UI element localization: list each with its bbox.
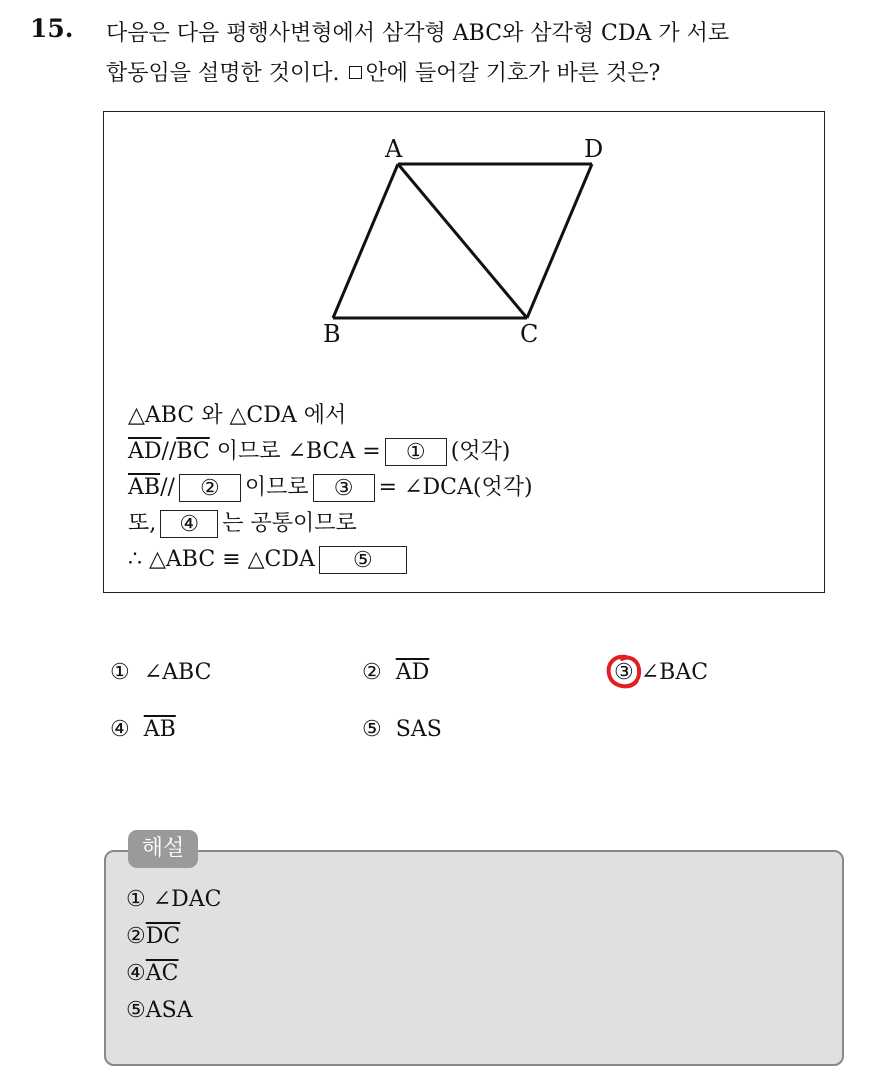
proof-line-4-end: 는 공통이므로 xyxy=(222,511,357,536)
parallelogram-diagram xyxy=(104,112,824,352)
explanation-line-4: ⑤ASA xyxy=(126,998,193,1023)
choice-text: $\overline{AB}$ xyxy=(143,717,176,742)
proof-line-2-end: (엇각) xyxy=(450,439,511,464)
blank-5: ⑤ xyxy=(319,546,407,574)
blank-1: ① xyxy=(385,438,447,466)
question-text-post: 안에 들어갈 기호가 바른 것은? xyxy=(365,61,661,86)
explanation-number: ④ xyxy=(126,961,146,986)
choice-number: ③ xyxy=(614,660,634,685)
side-dc xyxy=(527,164,592,318)
proof-line-1: △ABC 와 △CDA 에서 xyxy=(128,403,347,428)
question-text-pre: 합동임을 설명한 것이다. xyxy=(106,61,340,86)
answer-circle-mark-icon xyxy=(604,652,644,692)
explanation-line-1: ① ∠DAC xyxy=(126,887,222,912)
choice-text: ∠BAC xyxy=(640,660,709,685)
explanation-number: ② xyxy=(126,924,146,949)
proof-line-5 xyxy=(128,542,533,578)
vertex-label-d: D xyxy=(584,135,604,163)
blank-3: ③ xyxy=(313,474,375,502)
proof-line-3-end: = ∠DCA(엇각) xyxy=(378,475,533,500)
vertex-label-b: B xyxy=(323,320,341,348)
question-number: 15. xyxy=(30,14,74,43)
choice-number: ④ xyxy=(110,717,130,742)
explanation-line-3 xyxy=(126,961,178,986)
choice-4[interactable] xyxy=(110,717,176,742)
choice-number: ② xyxy=(362,660,382,685)
explanation-tag: 해설 xyxy=(128,830,198,868)
segment-ac: $\overline{AC}$ xyxy=(145,961,179,986)
choice-text: $\overline{AD}$ xyxy=(395,660,430,685)
blank-4: ④ xyxy=(160,510,218,538)
small-square-icon xyxy=(349,66,362,79)
parallel-symbol: // xyxy=(161,439,177,464)
proof-line-3 xyxy=(128,470,533,506)
explanation-line-2 xyxy=(126,924,180,949)
parallel-symbol-2: // xyxy=(160,475,175,500)
choice-number: ① xyxy=(110,660,130,685)
segment-ab: $\overline{AB}$ xyxy=(128,475,161,500)
choice-2[interactable] xyxy=(362,660,429,685)
figure-box xyxy=(103,111,825,593)
explanation-box xyxy=(104,850,844,1066)
proof-line-3-mid: 이므로 xyxy=(244,475,309,500)
proof-line-4-pre: 또, xyxy=(128,511,157,536)
proof-line-5-pre: ∴ △ABC ≡ △CDA xyxy=(128,547,315,572)
segment-bc: $\overline{BC}$ xyxy=(176,439,210,464)
choice-number: ⑤ xyxy=(362,717,382,742)
question-text-line2 xyxy=(106,56,660,87)
diagonal-ac xyxy=(398,164,527,318)
side-ba xyxy=(333,164,398,318)
segment-dc: $\overline{DC}$ xyxy=(145,924,181,949)
proof-text xyxy=(128,398,533,578)
blank-2: ② xyxy=(179,474,241,502)
choice-5[interactable] xyxy=(362,717,442,742)
vertex-label-a: A xyxy=(385,135,403,163)
vertex-label-c: C xyxy=(520,320,539,348)
choice-text: ∠ABC xyxy=(143,660,212,685)
choice-text: SAS xyxy=(395,717,442,742)
question-text-line1: 다음은 다음 평행사변형에서 삼각형 ABC와 삼각형 CDA 가 서로 xyxy=(106,21,730,46)
choice-1[interactable] xyxy=(110,660,211,685)
proof-line-4 xyxy=(128,506,533,542)
proof-line-2-mid: 이므로 ∠BCA = xyxy=(209,439,381,464)
proof-line-2 xyxy=(128,434,533,470)
segment-ad: $\overline{AD}$ xyxy=(128,439,162,464)
